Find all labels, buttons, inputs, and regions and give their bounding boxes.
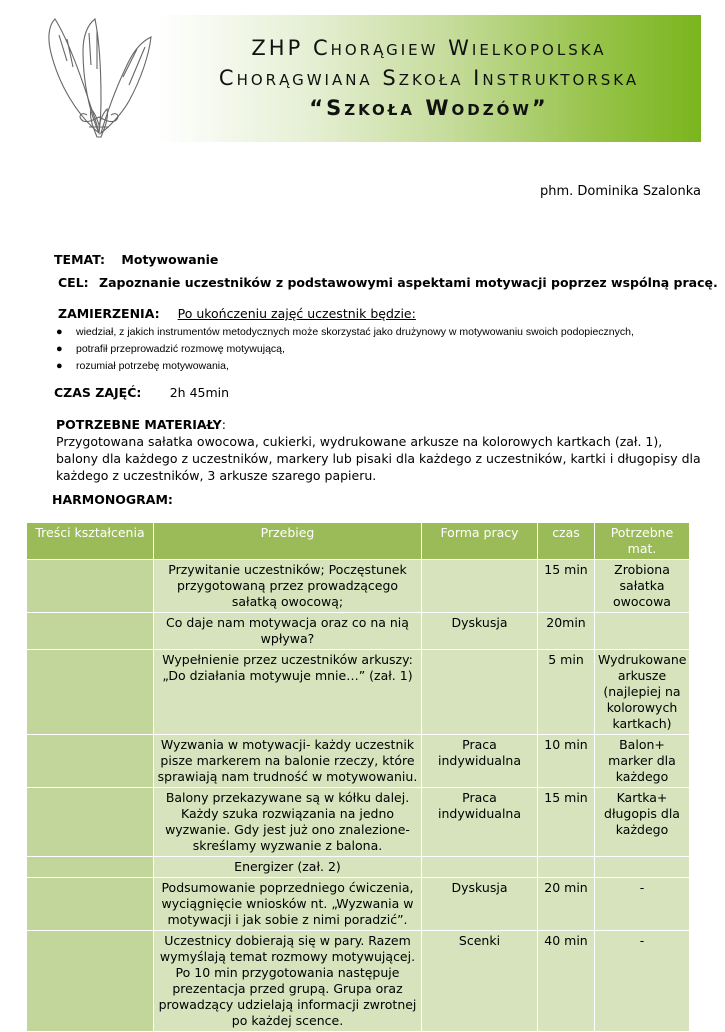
header-line-3: “Szkoła Wodzów” [309, 96, 549, 120]
materialy-label: POTRZEBNE MATERIAŁY [56, 417, 222, 432]
scout-lily-feathers-icon [37, 15, 157, 142]
table-cell [422, 857, 538, 878]
table-cell: Kartka+ długopis dla każdego [595, 788, 690, 857]
table-cell: Wyzwania w motywacji- każdy uczestnik pisze markerem na balonie rzeczy, które sprawiają nam trudność w motywowaniu. [154, 735, 422, 788]
table-cell: Dyskusja [422, 878, 538, 931]
list-item: ● wiedział, z jakich instrumentów metodycznych może skorzystać jako drużynowy w motywowaniu swoich podopiecznych, [56, 324, 634, 341]
header-line-2: Chorągwiana Szkoła Instruktorska [218, 66, 640, 90]
table-cell: 20 min [538, 878, 595, 931]
column-header: czas [538, 523, 595, 560]
bullet-icon: ● [56, 360, 63, 372]
table-cell: 20min [538, 613, 595, 650]
table-cell [27, 735, 154, 788]
table-cell [538, 857, 595, 878]
table-cell [422, 650, 538, 735]
table-cell: Co daje nam motywacja oraz co na nią wpływa? [154, 613, 422, 650]
table-row [27, 560, 690, 613]
cel-row [58, 275, 718, 290]
temat-label: TEMAT: [54, 252, 106, 267]
bullet-icon: ● [56, 326, 63, 338]
column-header: Przebieg [154, 523, 422, 560]
table-cell [27, 878, 154, 931]
zamierzenia-label: ZAMIERZENIA: [58, 306, 160, 321]
table-row [27, 857, 690, 878]
author-name: phm. Dominika Szalonka [539, 184, 701, 199]
table-cell: 15 min [538, 560, 595, 613]
materialy-section: POTRZEBNE MATERIAŁY: Przygotowana sałatka owocowa, cukierki, wydrukowane arkusze na kolorowych kartkach (zał. 1), balony dla każdego z uczestników, markery lub pisaki dla każdego z uczestników, kartki i długopisy dla każdego z uczestników, 3 arkusze szarego papieru. [56, 417, 701, 483]
column-header: Forma pracy [422, 523, 538, 560]
cel-label: CEL: [58, 275, 89, 290]
table-cell [27, 650, 154, 735]
zamierzenia-list [56, 324, 634, 375]
list-item: ● rozumiał potrzebę motywowania, [56, 358, 634, 375]
cel-value: Zapoznanie uczestników z podstawowymi aspektami motywacji poprzez wspólną pracę. [99, 275, 718, 290]
czas-label: CZAS ZAJĘĆ: [54, 385, 142, 400]
column-header: Potrzebne mat. [595, 523, 690, 560]
table-row [27, 735, 690, 788]
materialy-text: Przygotowana sałatka owocowa, cukierki, wydrukowane arkusze na kolorowych kartkach (zał. 1), balony dla każdego z uczestników, markery lub pisaki dla każdego z uczestników, kartki i długopisy dla każdego z uczestników, 3 arkusze szarego papieru. [56, 434, 701, 483]
table-cell: Wypełnienie przez uczestników arkuszy: „Do działania motywuje mnie…” (zał. 1) [154, 650, 422, 735]
table-row [27, 650, 690, 735]
czas-value: 2h 45min [169, 385, 230, 400]
table-cell: Energizer (zał. 2) [154, 857, 422, 878]
table-cell [27, 560, 154, 613]
table-cell: Zrobiona sałatka owocowa [595, 560, 690, 613]
table-row [27, 788, 690, 857]
table-cell: 5 min [538, 650, 595, 735]
table-cell: Balon+ marker dla każdego [595, 735, 690, 788]
bullet-icon: ● [56, 343, 63, 355]
table-cell: Podsumowanie poprzedniego ćwiczenia, wyciągnięcie wniosków nt. „Wyzwania w motywacji i jak sobie z nimi poradzić”. [154, 878, 422, 931]
table-cell [595, 857, 690, 878]
temat-value: Motywowanie [121, 252, 219, 267]
table-cell [27, 931, 154, 1032]
table-header-row [27, 523, 690, 560]
table-cell: 40 min [538, 931, 595, 1032]
harmonogram-label: HARMONOGRAM: [52, 492, 173, 507]
table-cell: - [595, 878, 690, 931]
table-cell: Przywitanie uczestników; Poczęstunek przygotowaną przez prowadzącego sałatką owocową; [154, 560, 422, 613]
zamierzenia-row [58, 306, 416, 321]
header-banner [37, 15, 701, 142]
table-cell: Uczestnicy dobierają się w pary. Razem wymyślają temat rozmowy motywującej. Po 10 min przygotowania następuje prezentacja przed grupą. Grupa oraz prowadzący udzielają informacji zwrotnej po każdej scence. [154, 931, 422, 1032]
temat-row [54, 252, 218, 267]
table-cell: 15 min [538, 788, 595, 857]
table-cell: Wydrukowane arkusze (najlepiej na kolorowych kartkach) [595, 650, 690, 735]
table-cell: - [595, 931, 690, 1032]
table-cell [595, 613, 690, 650]
table-cell: Praca indywidualna [422, 735, 538, 788]
table-row [27, 931, 690, 1032]
column-header: Treści kształcenia [27, 523, 154, 560]
table-cell: Dyskusja [422, 613, 538, 650]
zamierzenia-intro: Po ukończeniu zajęć uczestnik będzie: [177, 306, 416, 321]
table-row [27, 878, 690, 931]
table-cell: Balony przekazywane są w kółku dalej. Każdy szuka rozwiązania na jedno wyzwanie. Gdy jest już ono znalezione- skreślamy wyzwanie z balona. [154, 788, 422, 857]
table-cell: Praca indywidualna [422, 788, 538, 857]
table-cell: Scenki [422, 931, 538, 1032]
header-line-1: ZHP Chorągiew Wielkopolska [251, 36, 607, 60]
banner-text [157, 33, 701, 123]
harmonogram-table [26, 522, 690, 1032]
table-cell [27, 613, 154, 650]
table-cell: 10 min [538, 735, 595, 788]
table-cell [27, 857, 154, 878]
table-cell [422, 560, 538, 613]
list-item: ● potrafił przeprowadzić rozmowę motywującą, [56, 341, 634, 358]
czas-row [54, 385, 229, 400]
table-row [27, 613, 690, 650]
table-cell [27, 788, 154, 857]
